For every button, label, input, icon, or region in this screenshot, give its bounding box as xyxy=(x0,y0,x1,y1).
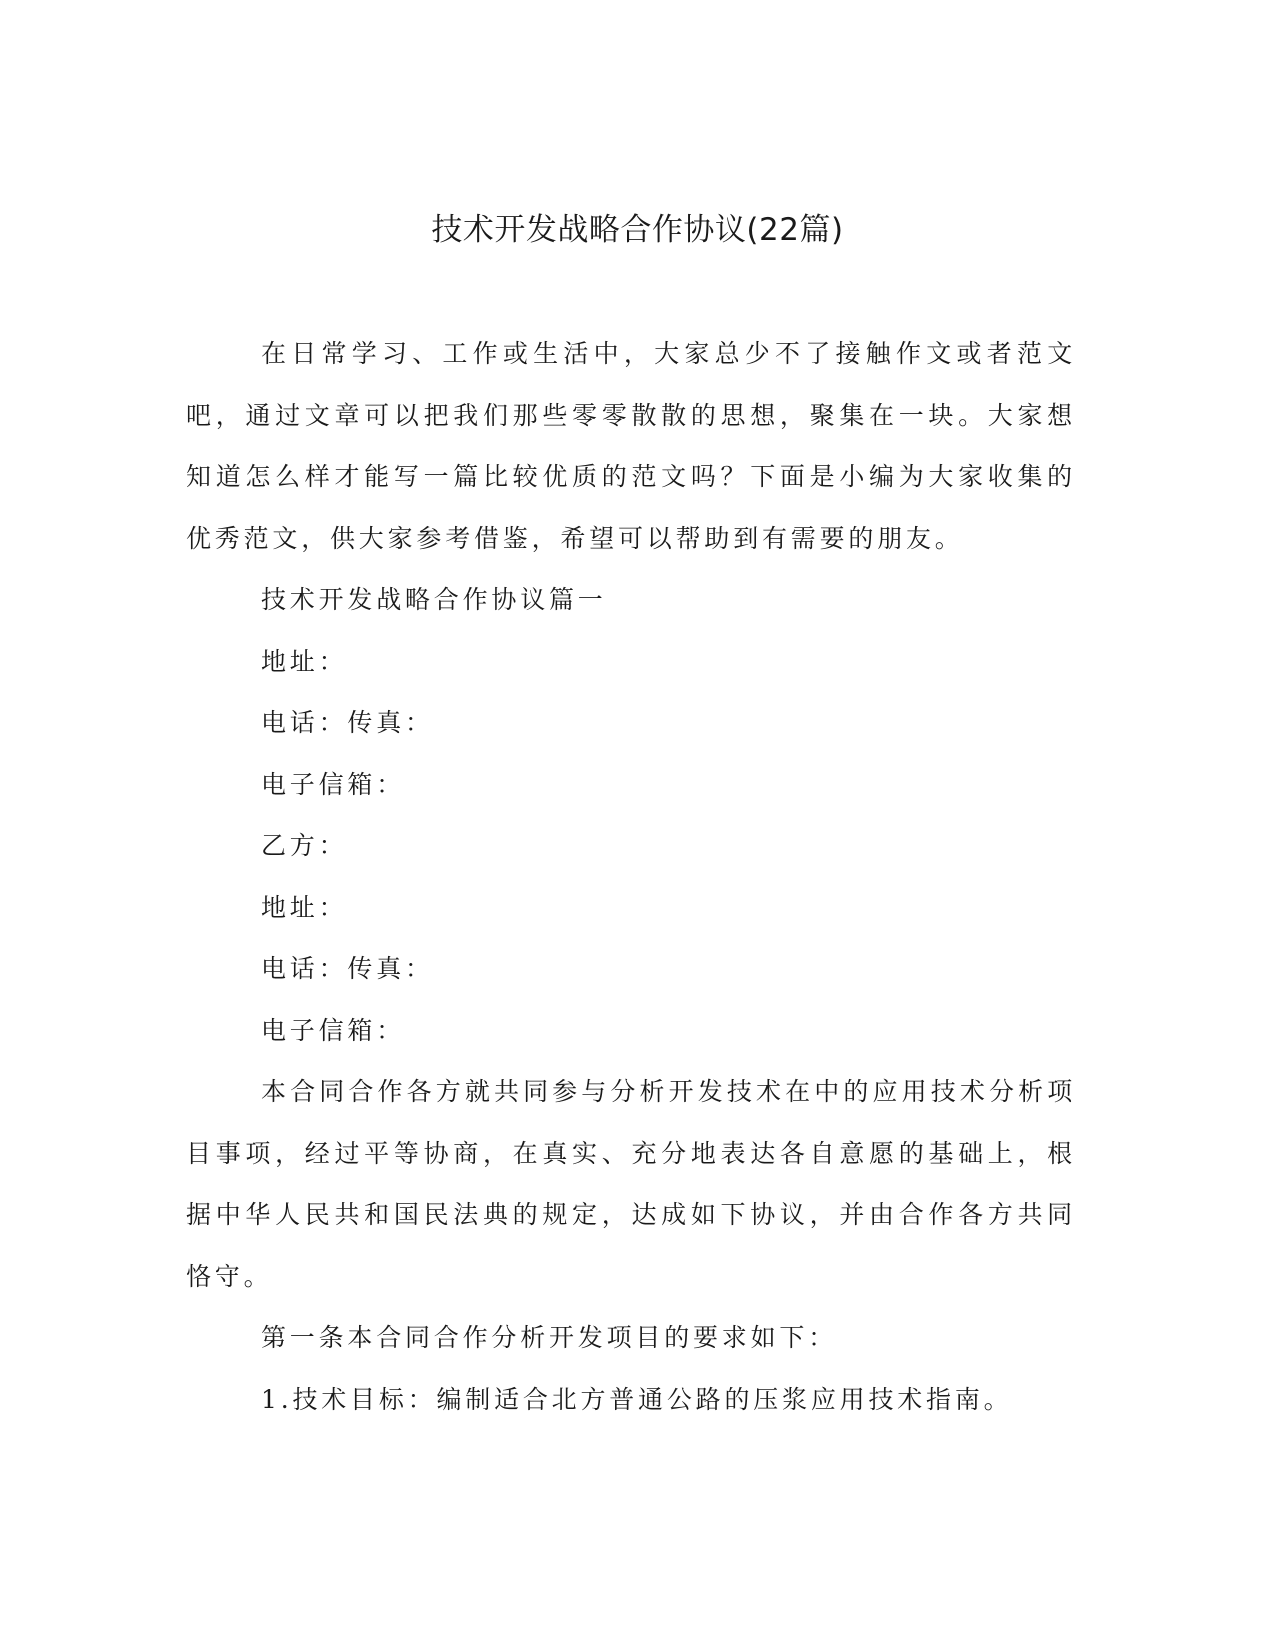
article-one: 第一条本合同合作分析开发项目的要求如下： xyxy=(261,1323,838,1352)
clause-preamble: 本合同合作各方就共同参与分析开发技术在中的应用技术分析项目事项，经过平等协商，在真实、充分地表达各自意愿的基础上，根据中华人民共和国民法典的规定，达成如下协议，并由合作各方共同恪守。 xyxy=(186,1077,1076,1291)
item-one: 1.技术目标：编制适合北方普通公路的压浆应用技术指南。 xyxy=(261,1384,1013,1414)
party-b-label: 乙方： xyxy=(261,831,348,860)
section-heading: 技术开发战略合作协议篇一 xyxy=(261,585,607,614)
party-a-phone-fax: 电话：传真： xyxy=(261,708,434,737)
party-b-phone-fax: 电话：传真： xyxy=(261,954,434,983)
party-b-address: 地址： xyxy=(261,892,348,922)
party-b-email: 电子信箱： xyxy=(261,1015,406,1045)
party-a-email: 电子信箱： xyxy=(261,769,406,799)
party-a-address: 地址： xyxy=(261,646,348,676)
document-title: 技术开发战略合作协议(22篇) xyxy=(431,212,844,248)
document-body xyxy=(186,323,1076,1430)
intro-paragraph: 在日常学习、工作或生活中，大家总少不了接触作文或者范文吧，通过文章可以把我们那些零零散散的思想，聚集在一块。大家想知道怎么样才能写一篇比较优质的范文吗？下面是小编为大家收集的优秀范文，供大家参考借鉴，希望可以帮助到有需要的朋友。 xyxy=(186,339,1076,553)
